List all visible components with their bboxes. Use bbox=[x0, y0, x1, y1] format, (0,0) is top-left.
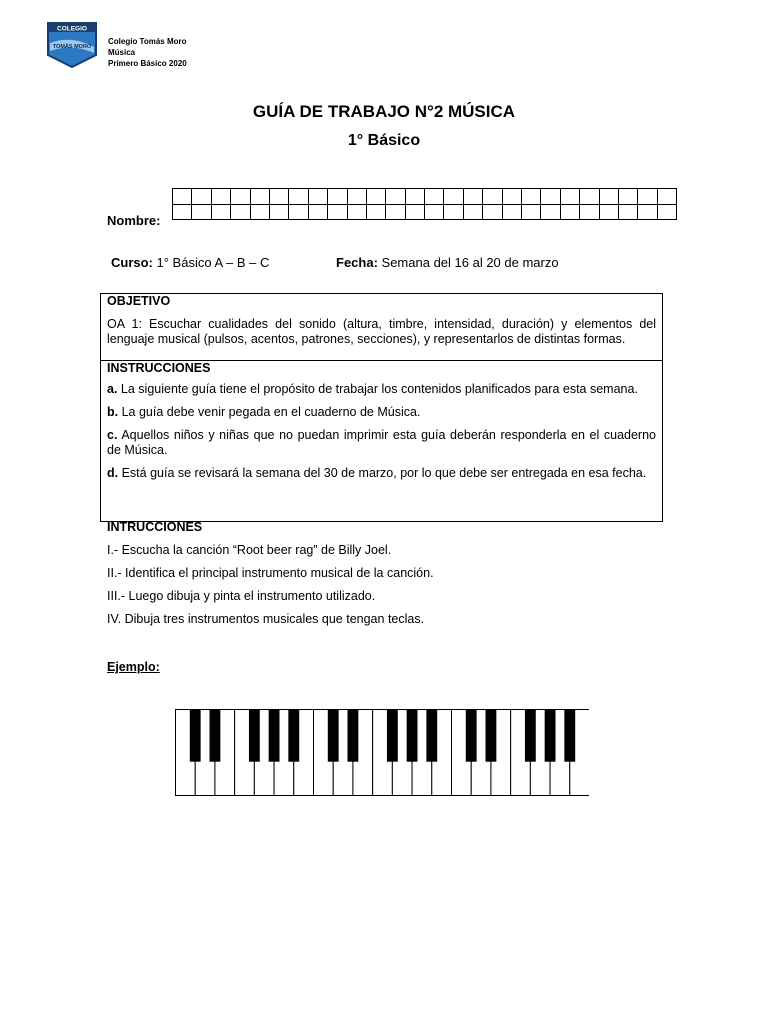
piano-keyboard-illustration bbox=[175, 709, 589, 796]
course-value: 1° Básico A – B – C bbox=[156, 255, 270, 270]
name-grid-cell[interactable] bbox=[541, 204, 560, 220]
name-grid-cell[interactable] bbox=[580, 189, 599, 205]
name-grid-cell[interactable] bbox=[560, 189, 579, 205]
school-name: Colegio Tomás Moro bbox=[108, 37, 187, 46]
name-grid-cell[interactable] bbox=[599, 189, 618, 205]
name-grid-cell[interactable] bbox=[444, 189, 463, 205]
date-value: Semana del 16 al 20 de marzo bbox=[381, 255, 559, 270]
piano-black-key bbox=[564, 710, 575, 762]
activity-step-1: I.- Escucha la canción “Root beer rag” de Billy Joel. bbox=[107, 543, 392, 557]
name-grid-cell[interactable] bbox=[405, 189, 424, 205]
objective-heading: OBJETIVO bbox=[107, 294, 171, 308]
instruction-item-c bbox=[101, 428, 662, 458]
piano-black-key bbox=[407, 710, 418, 762]
page-title: GUÍA DE TRABAJO N°2 MÚSICA bbox=[252, 102, 516, 121]
piano-black-key bbox=[348, 710, 359, 762]
name-grid-cell[interactable] bbox=[231, 204, 250, 220]
example-label: Ejemplo: bbox=[107, 660, 160, 674]
activity-step-3: III.- Luego dibuja y pinta el instrumento utilizado. bbox=[107, 589, 376, 603]
instructions-heading: INSTRUCCIONES bbox=[107, 361, 211, 375]
instruction-item-b bbox=[101, 405, 662, 420]
name-grid-cell[interactable] bbox=[463, 204, 482, 220]
name-grid-cell[interactable] bbox=[328, 204, 347, 220]
name-grid-cell[interactable] bbox=[289, 189, 308, 205]
name-grid-cell[interactable] bbox=[366, 204, 385, 220]
date-label: Fecha: bbox=[336, 255, 378, 270]
piano-black-key bbox=[486, 710, 497, 762]
name-grid-cell[interactable] bbox=[347, 189, 366, 205]
name-grid-row bbox=[173, 204, 677, 220]
objective-box bbox=[100, 293, 663, 361]
instruction-item-a bbox=[101, 382, 662, 397]
name-grid-cell[interactable] bbox=[638, 204, 657, 220]
subject-name: Música bbox=[108, 48, 136, 57]
piano-black-key bbox=[426, 710, 437, 762]
name-grid-cell[interactable] bbox=[541, 189, 560, 205]
name-grid-cell[interactable] bbox=[192, 204, 211, 220]
name-grid-cell[interactable] bbox=[386, 204, 405, 220]
piano-black-key bbox=[288, 710, 299, 762]
name-grid-cell[interactable] bbox=[269, 189, 288, 205]
name-grid-cell[interactable] bbox=[173, 204, 192, 220]
name-grid-cell[interactable] bbox=[308, 204, 327, 220]
instruction-text: La siguiente guía tiene el propósito de trabajar los contenidos planificados para esta semana. bbox=[117, 382, 638, 396]
name-grid-cell[interactable] bbox=[463, 189, 482, 205]
name-grid-cell[interactable] bbox=[405, 204, 424, 220]
instruction-item-d bbox=[101, 466, 662, 481]
piano-black-key bbox=[387, 710, 398, 762]
piano-black-key bbox=[190, 710, 201, 762]
name-grid-cell[interactable] bbox=[250, 204, 269, 220]
piano-black-key bbox=[269, 710, 280, 762]
instructions-box bbox=[100, 360, 663, 522]
name-grid-cell[interactable] bbox=[502, 189, 521, 205]
piano-black-key bbox=[545, 710, 556, 762]
instruction-text: Está guía se revisará la semana del 30 de marzo, por lo que debe ser entregada en esa fecha. bbox=[118, 466, 647, 480]
name-grid-cell[interactable] bbox=[328, 189, 347, 205]
activity-step-2: II.- Identifica el principal instrumento musical de la canción. bbox=[107, 566, 434, 580]
name-grid-cell[interactable] bbox=[618, 189, 637, 205]
name-grid[interactable] bbox=[172, 188, 677, 220]
name-grid-cell[interactable] bbox=[657, 189, 676, 205]
piano-black-key bbox=[525, 710, 536, 762]
name-grid-cell[interactable] bbox=[308, 189, 327, 205]
name-grid-cell[interactable] bbox=[522, 204, 541, 220]
name-grid-cell[interactable] bbox=[386, 189, 405, 205]
school-logo bbox=[46, 21, 98, 69]
name-grid-cell[interactable] bbox=[483, 189, 502, 205]
instruction-text: La guía debe venir pegada en el cuaderno de Música. bbox=[118, 405, 421, 419]
name-grid-cell[interactable] bbox=[444, 204, 463, 220]
piano-black-key bbox=[210, 710, 221, 762]
course-label: Curso: bbox=[111, 255, 153, 270]
instruction-letter: c. bbox=[107, 428, 118, 442]
name-grid-cell[interactable] bbox=[638, 189, 657, 205]
activity-step-4: IV. Dibuja tres instrumentos musicales que tengan teclas. bbox=[107, 612, 425, 626]
name-grid-cell[interactable] bbox=[657, 204, 676, 220]
name-grid-cell[interactable] bbox=[192, 189, 211, 205]
name-grid-cell[interactable] bbox=[211, 204, 230, 220]
piano-black-key bbox=[249, 710, 260, 762]
course-info bbox=[111, 255, 269, 270]
name-grid-cell[interactable] bbox=[483, 204, 502, 220]
logo-text-top: COLEGIO bbox=[57, 25, 87, 33]
name-grid-cell[interactable] bbox=[269, 204, 288, 220]
piano-black-key bbox=[466, 710, 477, 762]
instruction-text: Aquellos niños y niñas que no puedan imprimir esta guía deberán responderla en el cuaderno de Música. bbox=[107, 428, 656, 457]
name-grid-cell[interactable] bbox=[366, 189, 385, 205]
name-grid-cell[interactable] bbox=[425, 189, 444, 205]
name-grid-cell[interactable] bbox=[560, 204, 579, 220]
name-grid-cell[interactable] bbox=[599, 204, 618, 220]
name-grid-cell[interactable] bbox=[347, 204, 366, 220]
name-grid-cell[interactable] bbox=[289, 204, 308, 220]
objective-text: OA 1: Escuchar cualidades del sonido (altura, timbre, intensidad, duración) y elementos del lenguaje musical (pulsos, acentos, patrones, secciones), y representarlos de distintas formas. bbox=[107, 317, 656, 346]
page-subtitle: 1° Básico bbox=[347, 132, 421, 149]
name-grid-row bbox=[173, 189, 677, 205]
name-grid-cell[interactable] bbox=[250, 189, 269, 205]
name-grid-cell[interactable] bbox=[425, 204, 444, 220]
name-grid-cell[interactable] bbox=[502, 204, 521, 220]
name-grid-cell[interactable] bbox=[173, 189, 192, 205]
instruction-letter: a. bbox=[107, 382, 118, 396]
instruction-letter: d. bbox=[107, 466, 119, 480]
name-label: Nombre: bbox=[107, 213, 161, 228]
piano-black-key bbox=[328, 710, 339, 762]
name-grid-cell[interactable] bbox=[580, 204, 599, 220]
name-grid-cell[interactable] bbox=[211, 189, 230, 205]
date-info bbox=[336, 255, 559, 270]
logo-text-bottom: TOMÁS MORO bbox=[52, 44, 92, 50]
school-header bbox=[108, 36, 187, 69]
grade-year: Primero Básico 2020 bbox=[108, 59, 187, 68]
instruction-letter: b. bbox=[107, 405, 119, 419]
activity-heading: INTRUCCIONES bbox=[107, 520, 203, 534]
name-grid-cell[interactable] bbox=[618, 204, 637, 220]
name-grid-cell[interactable] bbox=[231, 189, 250, 205]
name-grid-cell[interactable] bbox=[522, 189, 541, 205]
